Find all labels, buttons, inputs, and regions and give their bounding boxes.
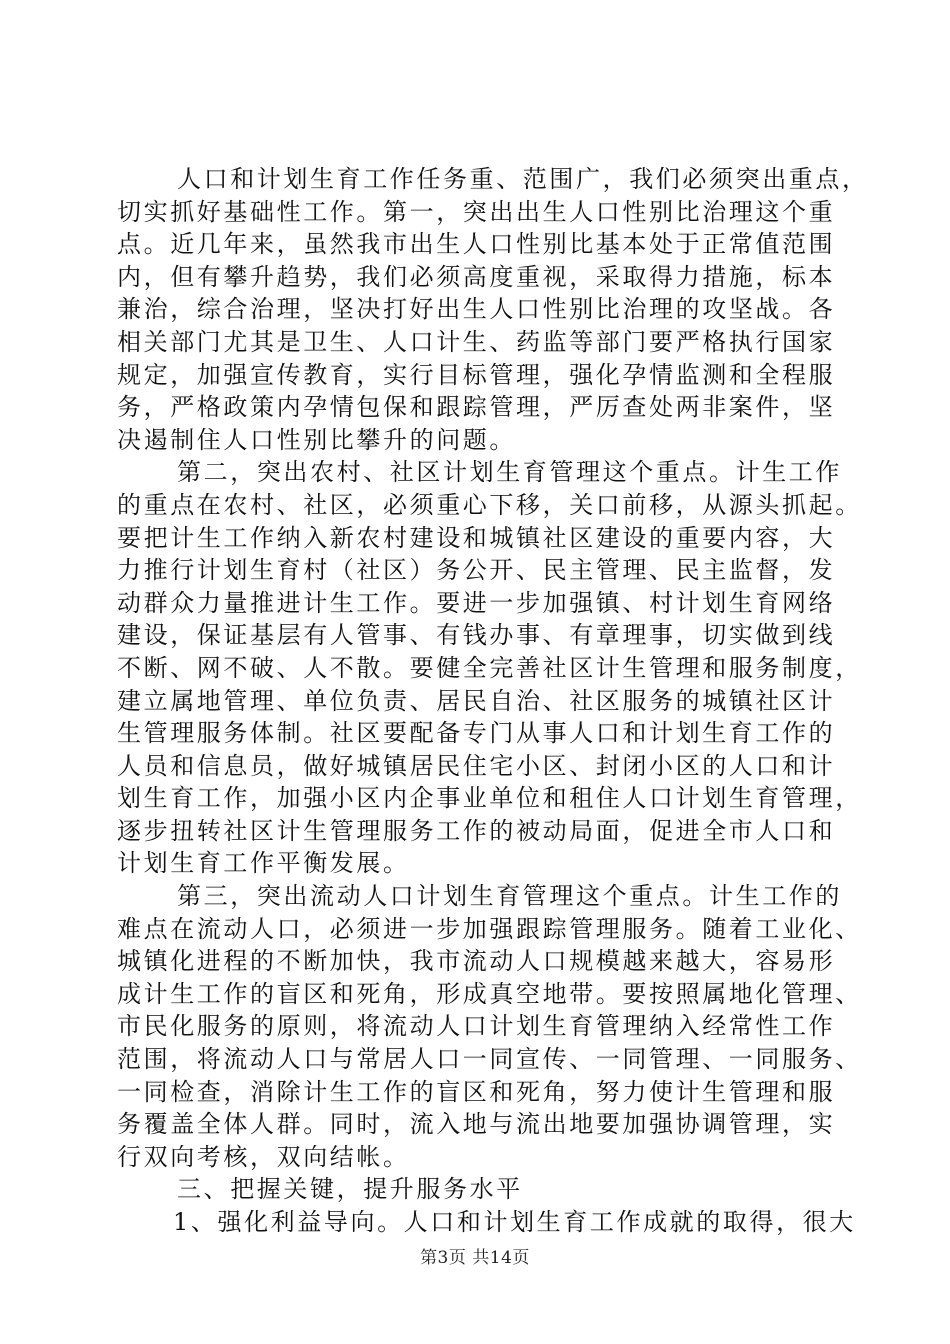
text-line: 成计生工作的盲区和死角，形成真空地带。要按照属地化管理、 (117, 979, 862, 1008)
text-line: 的重点在农村、社区，必须重心下移，关口前移，从源头抓起。 (117, 490, 862, 519)
page-number-footer: 第3页 共14页 (420, 1248, 530, 1268)
text-line: 三、把握关键，提升服务水平 (177, 1175, 523, 1204)
text-line: 建设，保证基层有人管事、有钱办事、有章理事，切实做到线 (117, 621, 836, 650)
text-line: 逐步扭转社区计生管理服务工作的被动局面，促进全市人口和 (117, 816, 836, 845)
text-line: 第三，突出流动人口计划生育管理这个重点。计生工作的 (177, 882, 842, 911)
text-line: 务覆盖全体人群。同时，流入地与流出地要加强协调管理，实 (117, 1110, 836, 1139)
text-line: 内，但有攀升趋势，我们必须高度重视，采取得力措施，标本 (117, 262, 836, 291)
text-line: 人员和信息员，做好城镇居民住宅小区、封闭小区的人口和计 (117, 751, 836, 780)
text-line: 不断、网不破、人不散。要健全完善社区计生管理和服务制度， (117, 653, 862, 682)
text-line: 生管理服务体制。社区要配备专门从事人口和计划生育工作的 (117, 719, 836, 748)
text-line: 决遏制住人口性别比攀升的问题。 (117, 425, 516, 454)
text-line: 范围，将流动人口与常居人口一同宣传、一同管理、一同服务、 (117, 1045, 862, 1074)
text-line: 行双向考核，双向结帐。 (117, 1142, 410, 1171)
text-line: 相关部门尤其是卫生、人口计生、药监等部门要严格执行国家 (117, 327, 836, 356)
text-line: 1、强化利益导向。人口和计划生育工作成就的取得，很大 (173, 1208, 856, 1236)
text-line: 难点在流动人口，必须进一步加强跟踪管理服务。随着工业化、 (117, 914, 862, 943)
text-line: 划生育工作，加强小区内企事业单位和租住人口计划生育管理， (117, 784, 862, 813)
text-line: 市民化服务的原则，将流动人口计划生育管理纳入经常性工作 (117, 1012, 836, 1041)
document-body (117, 163, 869, 1239)
text-line: 一同检查，消除计生工作的盲区和死角，努力使计生管理和服 (117, 1077, 836, 1106)
text-line: 规定，加强宣传教育，实行目标管理，强化孕情监测和全程服 (117, 360, 836, 389)
text-line: 力推行计划生育村（社区）务公开、民主管理、民主监督，发 (117, 556, 836, 585)
text-line: 城镇化进程的不断加快，我市流动人口规模越来越大，容易形 (117, 947, 836, 976)
text-line: 建立属地管理、单位负责、居民自治、社区服务的城镇社区计 (117, 686, 836, 715)
text-line: 务，严格政策内孕情包保和跟踪管理，严厉查处两非案件，坚 (117, 393, 836, 422)
text-line: 第二，突出农村、社区计划生育管理这个重点。计生工作 (177, 458, 842, 487)
text-line: 计划生育工作平衡发展。 (117, 849, 410, 878)
text-line: 兼治，综合治理，坚决打好出生人口性别比治理的攻坚战。各 (117, 295, 836, 324)
text-line: 点。近几年来，虽然我市出生人口性别比基本处于正常值范围 (117, 230, 836, 259)
text-line: 动群众力量推进计生工作。要进一步加强镇、村计划生育网络 (117, 588, 836, 617)
text-line: 切实抓好基础性工作。第一，突出出生人口性别比治理这个重 (117, 197, 836, 226)
text-line: 人口和计划生育工作任务重、范围广，我们必须突出重点， (177, 165, 869, 193)
text-line: 要把计生工作纳入新农村建设和城镇社区建设的重要内容，大 (117, 523, 836, 552)
